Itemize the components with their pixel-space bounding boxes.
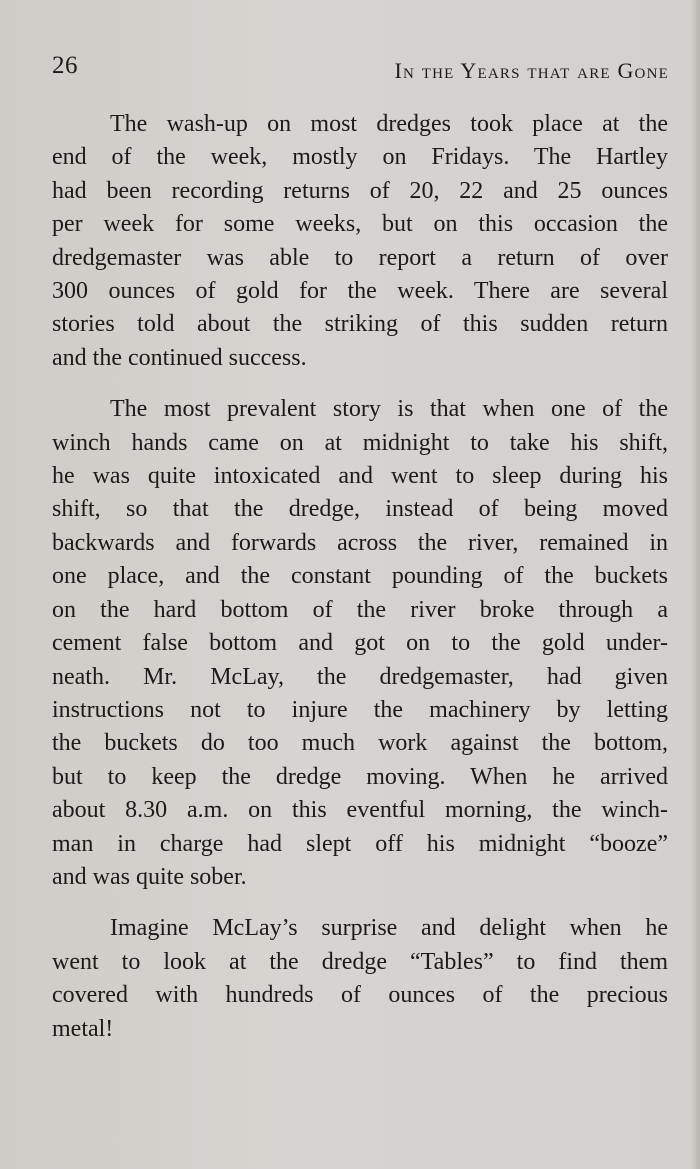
running-title: In the Years that are Gone — [394, 58, 669, 83]
text-line: man in charge had slept off his midnight “booze” — [52, 830, 668, 857]
text-line: end of the week, mostly on Fridays. The Hartley — [52, 144, 668, 171]
text-line: he was quite intoxicated and went to sleep during his — [52, 463, 668, 490]
text-line: instructions not to injure the machinery by letting — [52, 696, 668, 723]
text-line: per week for some weeks, but on this occasion the — [52, 211, 668, 238]
text-line: metal! — [52, 1015, 114, 1042]
text-line: neath. Mr. McLay, the dredgemaster, had given — [52, 663, 668, 690]
page-number: 26 — [52, 52, 78, 79]
text-line: one place, and the constant pounding of the buckets — [52, 563, 668, 590]
paragraph-2 — [52, 393, 668, 894]
text-line: dredgemaster was able to report a return of over — [52, 244, 668, 271]
text-line: but to keep the dredge moving. When he arrived — [52, 763, 668, 790]
text-line: and was quite sober. — [52, 863, 247, 890]
paragraph-3 — [52, 912, 668, 1046]
body-text — [52, 108, 668, 1064]
text-line: cement false bottom and got on to the gold under- — [52, 630, 668, 657]
text-line: Imagine McLay’s surprise and delight when he — [110, 915, 668, 942]
text-line: stories told about the striking of this sudden return — [52, 311, 668, 338]
text-line: winch hands came on at midnight to take his shift, — [52, 429, 668, 456]
text-line: on the hard bottom of the river broke through a — [52, 596, 668, 623]
text-line: shift, so that the dredge, instead of being moved — [52, 496, 668, 523]
text-line: about 8.30 a.m. on this eventful morning, the winch- — [52, 797, 668, 824]
text-line: went to look at the dredge “Tables” to find them — [52, 948, 668, 975]
text-line: backwards and forwards across the river, remained in — [52, 529, 668, 556]
text-line: The most prevalent story is that when one of the — [110, 396, 668, 423]
page-edge-shadow — [690, 0, 700, 1169]
text-line: The wash-up on most dredges took place at the — [110, 111, 668, 137]
text-line: 300 ounces of gold for the week. There are several — [52, 278, 668, 305]
text-line: had been recording returns of 20, 22 and 25 ounces — [52, 177, 668, 204]
text-line: and the continued success. — [52, 344, 307, 371]
text-line: the buckets do too much work against the bottom, — [52, 730, 668, 757]
paragraph-1 — [52, 108, 668, 375]
text-line: covered with hundreds of ounces of the precious — [52, 982, 668, 1009]
